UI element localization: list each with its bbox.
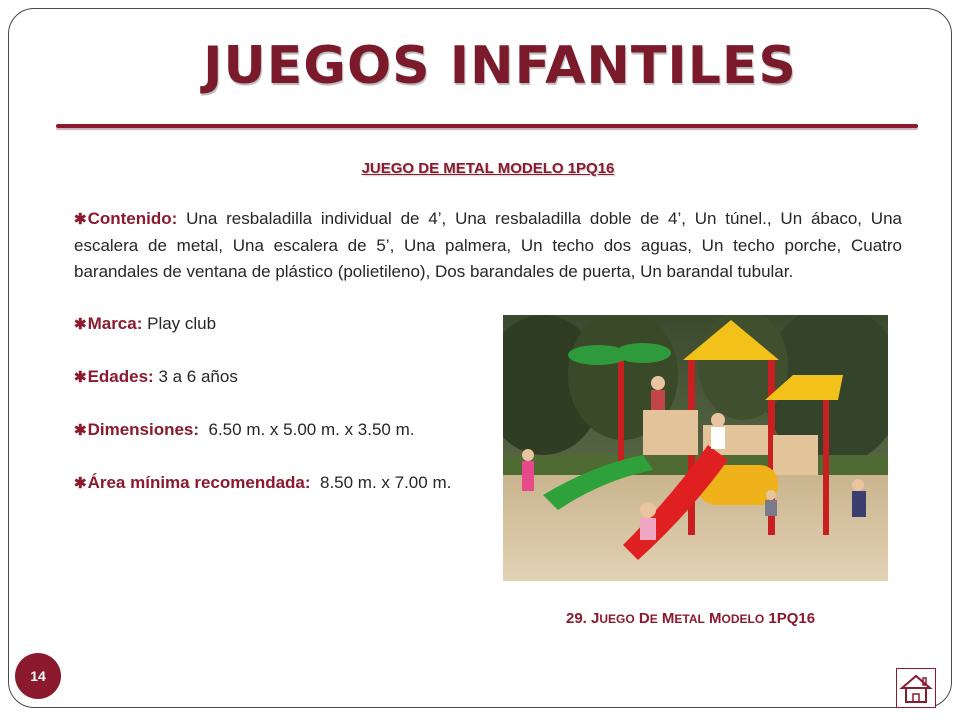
caption-smallcaps: E xyxy=(649,612,658,626)
item-label: Área mínima recomendada: xyxy=(87,473,311,492)
home-icon xyxy=(897,669,935,707)
item-label: Edades: xyxy=(87,367,154,386)
caption-smallcaps: ODELO xyxy=(721,612,765,626)
item-label: Marca: xyxy=(87,314,143,333)
home-button[interactable] xyxy=(896,668,936,708)
item-label: Dimensiones: xyxy=(87,420,200,439)
title-divider xyxy=(56,124,918,128)
item-value: 3 a 6 años xyxy=(153,367,238,386)
figure-caption: 29. JUEGO DE METAL MODELO 1PQ16 xyxy=(566,610,816,627)
asterisk-icon: ✱ xyxy=(74,422,87,439)
list-item xyxy=(74,206,902,285)
caption-number: 29. J xyxy=(566,610,600,627)
playground-photo xyxy=(503,315,888,581)
asterisk-icon: ✱ xyxy=(74,369,87,386)
item-value: Play club xyxy=(142,314,217,333)
caption-smallcaps: ETAL xyxy=(674,612,705,626)
item-value: 8.50 m. x 7.00 m. xyxy=(310,473,452,492)
asterisk-icon: ✱ xyxy=(74,475,87,492)
page-number-badge: 14 xyxy=(15,653,61,699)
caption-smallcaps: UEGO xyxy=(599,612,635,626)
slide-title: JUEGOS INFANTILES xyxy=(203,36,797,96)
asterisk-icon: ✱ xyxy=(74,211,87,228)
item-label: Contenido: xyxy=(87,209,178,228)
item-value: Una resbaladilla individual de 4’, Una resbaladilla doble de 4’, Un túnel., Un ábaco, Una escalera de metal, Una escalera de 5’, Una palmera, Un techo dos aguas, Un techo porche, Cuatro barandales de ventana de plástico (polietileno), Dos barandales de puerta, Un barandal tubular. xyxy=(74,209,902,281)
slide-subtitle: JUEGO DE METAL MODELO 1PQ16 xyxy=(361,160,615,177)
item-value: 6.50 m. x 5.00 m. x 3.50 m. xyxy=(199,420,415,439)
asterisk-icon: ✱ xyxy=(74,316,87,333)
